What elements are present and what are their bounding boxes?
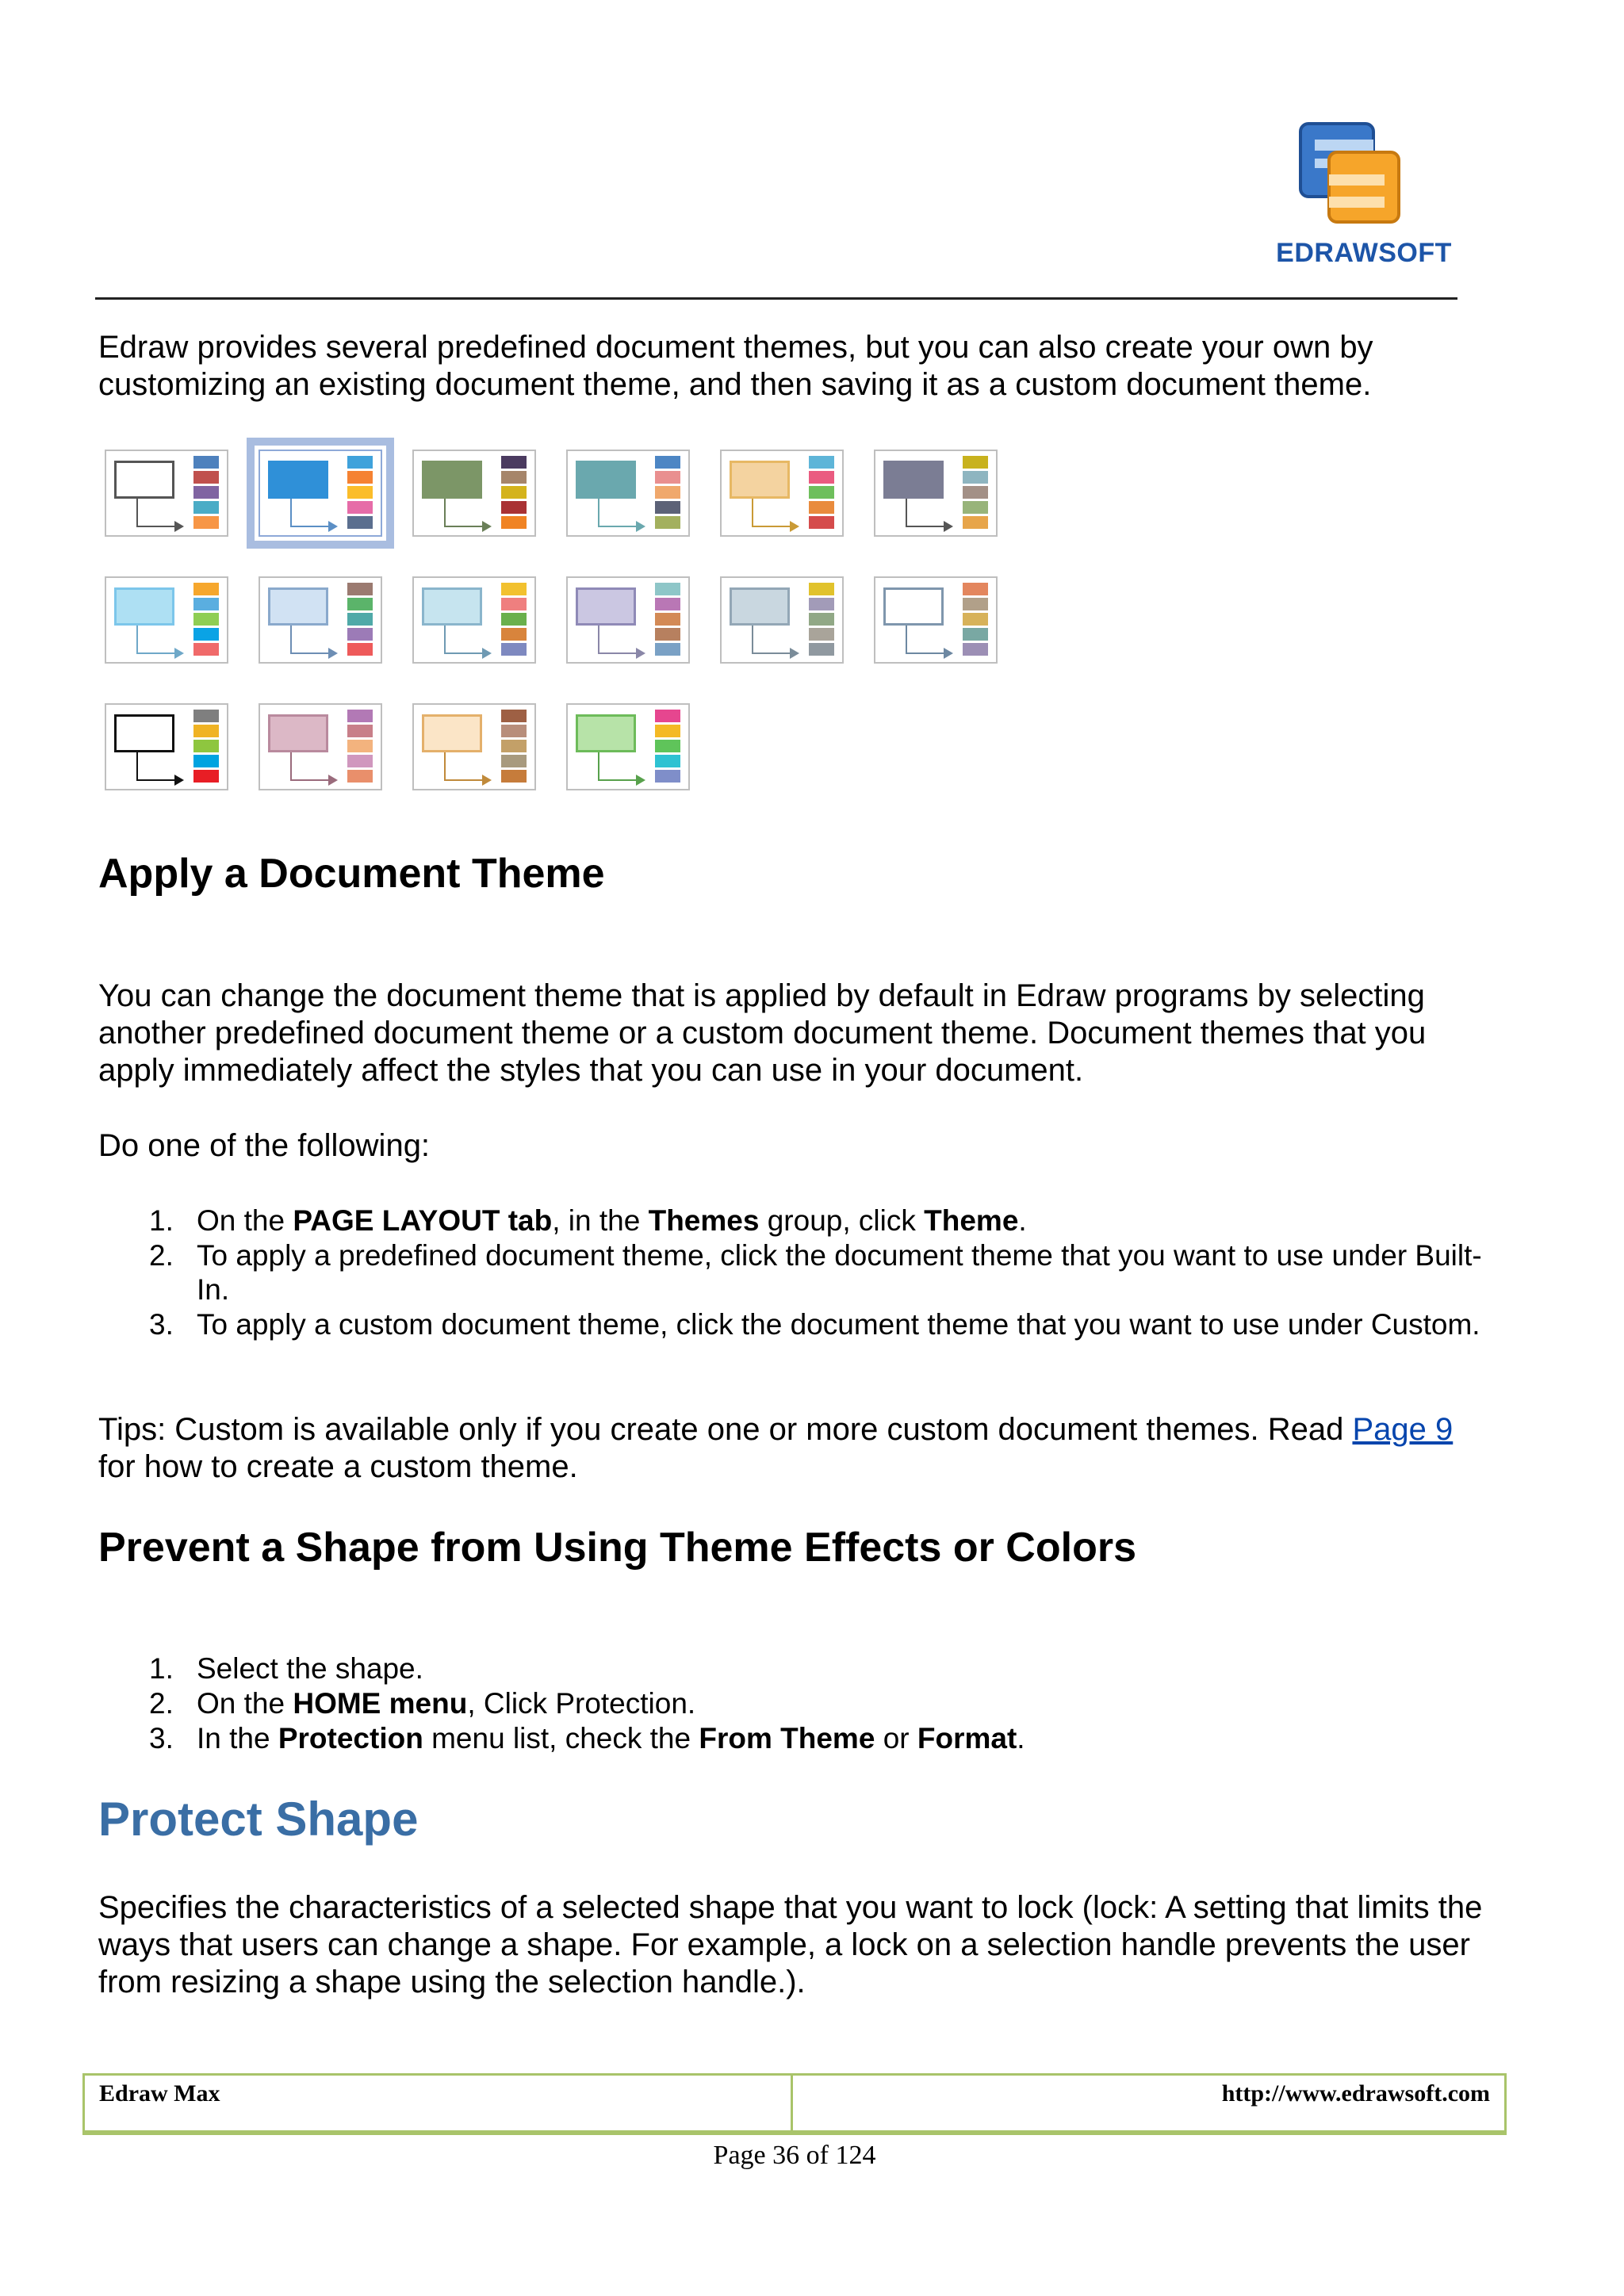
theme-thumbnail[interactable] xyxy=(874,450,998,537)
theme-shape-preview xyxy=(268,714,328,752)
theme-thumbnail[interactable] xyxy=(259,576,382,664)
color-swatch xyxy=(655,740,680,752)
theme-shape-preview xyxy=(114,714,174,752)
color-swatch xyxy=(963,598,988,610)
theme-color-swatches xyxy=(809,583,834,658)
color-swatch xyxy=(193,486,219,499)
color-swatch xyxy=(501,598,527,610)
theme-color-swatches xyxy=(347,456,373,531)
color-swatch xyxy=(347,710,373,722)
theme-connector-line xyxy=(444,752,446,781)
theme-connector-line xyxy=(290,752,292,781)
color-swatch xyxy=(655,598,680,610)
theme-shape-preview xyxy=(422,461,482,499)
theme-thumbnail-grid xyxy=(105,450,1017,806)
theme-thumbnail[interactable] xyxy=(105,703,228,790)
page-number: Page 36 of 124 xyxy=(713,2141,876,2170)
theme-color-swatches xyxy=(193,456,219,531)
logo-text: EDRAWSOFT xyxy=(1276,238,1452,268)
arrow-icon xyxy=(174,648,184,659)
list-item: 1. On the PAGE LAYOUT tab, in the Themes group, click Theme. xyxy=(149,1204,1027,1237)
theme-connector-line xyxy=(444,499,446,527)
color-swatch xyxy=(347,583,373,595)
theme-color-swatches xyxy=(655,583,680,658)
color-swatch xyxy=(501,583,527,595)
arrow-icon xyxy=(482,521,492,532)
color-swatch xyxy=(501,628,527,641)
theme-thumbnail[interactable] xyxy=(105,450,228,537)
color-swatch xyxy=(809,613,834,626)
protect-paragraph: Specifies the characteristics of a selected shape that you want to lock (lock: A setting that limits the ways that users can change a shape. For example, a lock on a selection handle prevents the user from resizing a shape using the selection handle.). xyxy=(98,1890,1483,1999)
theme-color-swatches xyxy=(809,456,834,531)
theme-color-swatches xyxy=(193,583,219,658)
list-item: 2. To apply a predefined document theme, click the document theme that you want to use under Built-In. xyxy=(149,1239,1482,1306)
list-item: 2. On the HOME menu, Click Protection. xyxy=(149,1687,696,1720)
color-swatch xyxy=(501,456,527,469)
theme-shape-preview xyxy=(576,714,636,752)
color-swatch xyxy=(347,471,373,484)
header-rule xyxy=(95,297,1457,300)
color-swatch xyxy=(501,613,527,626)
color-swatch xyxy=(347,501,373,514)
color-swatch xyxy=(809,516,834,529)
theme-connector-line xyxy=(598,626,599,654)
color-swatch xyxy=(963,628,988,641)
theme-connector-line xyxy=(444,526,485,527)
color-swatch xyxy=(655,486,680,499)
arrow-icon xyxy=(636,648,645,659)
theme-thumbnail[interactable] xyxy=(566,703,690,790)
color-swatch xyxy=(809,583,834,595)
footer-product-name: Edraw Max xyxy=(99,2080,220,2107)
list-item: 1. Select the shape. xyxy=(149,1652,423,1685)
theme-thumbnail[interactable] xyxy=(874,576,998,664)
color-swatch xyxy=(347,725,373,737)
theme-thumbnail[interactable] xyxy=(566,576,690,664)
color-swatch xyxy=(347,770,373,783)
color-swatch xyxy=(809,628,834,641)
color-swatch xyxy=(193,516,219,529)
arrow-icon xyxy=(328,521,338,532)
theme-connector-line xyxy=(444,626,446,654)
color-swatch xyxy=(501,643,527,656)
color-swatch xyxy=(193,501,219,514)
theme-thumbnail[interactable] xyxy=(412,703,536,790)
arrow-icon xyxy=(482,648,492,659)
color-swatch xyxy=(655,628,680,641)
theme-color-swatches xyxy=(501,583,527,658)
color-swatch xyxy=(193,456,219,469)
prevent-steps xyxy=(98,1651,1494,1755)
color-swatch xyxy=(655,456,680,469)
page-footer xyxy=(82,2073,1507,2135)
theme-color-swatches xyxy=(347,710,373,785)
edrawsoft-logo-icon xyxy=(1294,117,1405,228)
arrow-icon xyxy=(636,521,645,532)
theme-shape-preview xyxy=(576,587,636,626)
color-swatch xyxy=(963,516,988,529)
color-swatch xyxy=(501,755,527,767)
theme-connector-line xyxy=(290,652,331,654)
color-swatch xyxy=(193,770,219,783)
apply-steps xyxy=(98,1203,1494,1341)
theme-thumbnail[interactable] xyxy=(412,576,536,664)
apply-lead: Do one of the following: xyxy=(98,1128,431,1163)
theme-connector-line xyxy=(136,499,138,527)
arrow-icon xyxy=(790,648,799,659)
color-swatch xyxy=(809,456,834,469)
arrow-icon xyxy=(790,521,799,532)
theme-shape-preview xyxy=(883,461,944,499)
theme-thumbnail[interactable] xyxy=(720,576,844,664)
color-swatch xyxy=(347,740,373,752)
color-swatch xyxy=(963,471,988,484)
footer-divider xyxy=(791,2076,793,2130)
color-swatch xyxy=(655,725,680,737)
theme-thumbnail[interactable] xyxy=(259,703,382,790)
theme-color-swatches xyxy=(963,583,988,658)
theme-connector-line xyxy=(598,526,639,527)
arrow-icon xyxy=(328,775,338,786)
color-swatch xyxy=(809,471,834,484)
theme-color-swatches xyxy=(193,710,219,785)
color-swatch xyxy=(963,456,988,469)
color-swatch xyxy=(655,643,680,656)
theme-connector-line xyxy=(444,779,485,781)
theme-shape-preview xyxy=(268,587,328,626)
arrow-icon xyxy=(944,521,953,532)
theme-connector-line xyxy=(906,526,947,527)
theme-connector-line xyxy=(290,779,331,781)
color-swatch xyxy=(193,710,219,722)
theme-connector-line xyxy=(906,499,907,527)
color-swatch xyxy=(347,755,373,767)
color-swatch xyxy=(193,643,219,656)
color-swatch xyxy=(963,613,988,626)
theme-shape-preview xyxy=(114,461,174,499)
theme-thumbnail[interactable] xyxy=(566,450,690,537)
color-swatch xyxy=(963,486,988,499)
heading-prevent-shape: Prevent a Shape from Using Theme Effects or Colors xyxy=(98,1525,1136,1571)
theme-shape-preview xyxy=(422,587,482,626)
theme-connector-line xyxy=(598,752,599,781)
intro-paragraph: Edraw provides several predefined document themes, but you can also create your own by customizing an existing document theme, and then saving it as a custom document theme. xyxy=(98,330,1373,402)
theme-connector-line xyxy=(136,779,178,781)
arrow-icon xyxy=(636,775,645,786)
theme-connector-line xyxy=(752,652,793,654)
theme-color-swatches xyxy=(655,456,680,531)
heading-protect-shape: Protect Shape xyxy=(98,1793,419,1846)
theme-connector-line xyxy=(136,526,178,527)
color-swatch xyxy=(501,486,527,499)
theme-shape-preview xyxy=(730,587,790,626)
color-swatch xyxy=(347,643,373,656)
theme-connector-line xyxy=(906,626,907,654)
arrow-icon xyxy=(482,775,492,786)
theme-connector-line xyxy=(290,499,292,527)
color-swatch xyxy=(347,598,373,610)
theme-color-swatches xyxy=(655,710,680,785)
color-swatch xyxy=(501,710,527,722)
arrow-icon xyxy=(328,648,338,659)
heading-apply-theme: Apply a Document Theme xyxy=(98,851,605,897)
theme-connector-line xyxy=(290,526,331,527)
color-swatch xyxy=(347,628,373,641)
tips-paragraph: Tips: Custom is available only if you create one or more custom document themes. Read Page 9 for how to create a custom theme. xyxy=(98,1412,1454,1484)
color-swatch xyxy=(193,755,219,767)
color-swatch xyxy=(347,486,373,499)
theme-thumbnail[interactable] xyxy=(412,450,536,537)
theme-shape-preview xyxy=(576,461,636,499)
theme-thumbnail[interactable] xyxy=(259,450,382,537)
color-swatch xyxy=(655,471,680,484)
color-swatch xyxy=(809,501,834,514)
color-swatch xyxy=(655,613,680,626)
theme-color-swatches xyxy=(501,710,527,785)
color-swatch xyxy=(501,471,527,484)
theme-connector-line xyxy=(136,626,138,654)
arrow-icon xyxy=(944,648,953,659)
list-item: 3. To apply a custom document theme, click the document theme that you want to use under Custom. xyxy=(149,1308,1480,1341)
color-swatch xyxy=(501,770,527,783)
color-swatch xyxy=(655,755,680,767)
color-swatch xyxy=(501,740,527,752)
color-swatch xyxy=(193,613,219,626)
color-swatch xyxy=(655,516,680,529)
theme-shape-preview xyxy=(268,461,328,499)
apply-paragraph: You can change the document theme that is applied by default in Edraw programs by selecting another predefined document theme or a custom document theme. Document themes that you apply immediately affect the styles that you can use in your document. xyxy=(98,978,1427,1088)
theme-connector-line xyxy=(752,626,753,654)
color-swatch xyxy=(963,583,988,595)
color-swatch xyxy=(193,471,219,484)
theme-connector-line xyxy=(752,526,793,527)
theme-color-swatches xyxy=(501,456,527,531)
theme-connector-line xyxy=(752,499,753,527)
edrawsoft-logo xyxy=(1269,117,1459,269)
theme-color-swatches xyxy=(963,456,988,531)
color-swatch xyxy=(501,725,527,737)
color-swatch xyxy=(655,583,680,595)
arrow-icon xyxy=(174,521,184,532)
color-swatch xyxy=(963,643,988,656)
theme-thumbnail[interactable] xyxy=(105,576,228,664)
theme-connector-line xyxy=(598,652,639,654)
color-swatch xyxy=(347,456,373,469)
theme-shape-preview xyxy=(114,587,174,626)
color-swatch xyxy=(501,501,527,514)
theme-connector-line xyxy=(598,779,639,781)
footer-website: http://www.edrawsoft.com xyxy=(1221,2080,1490,2107)
color-swatch xyxy=(193,598,219,610)
color-swatch xyxy=(809,486,834,499)
color-swatch xyxy=(347,516,373,529)
theme-color-swatches xyxy=(347,583,373,658)
theme-shape-preview xyxy=(883,587,944,626)
theme-connector-line xyxy=(136,752,138,781)
theme-connector-line xyxy=(136,652,178,654)
list-item: 3. In the Protection menu list, check the From Theme or Format. xyxy=(149,1722,1025,1755)
theme-connector-line xyxy=(290,626,292,654)
page-9-link[interactable]: Page 9 xyxy=(1352,1412,1454,1447)
color-swatch xyxy=(193,628,219,641)
color-swatch xyxy=(347,613,373,626)
color-swatch xyxy=(193,725,219,737)
theme-thumbnail[interactable] xyxy=(720,450,844,537)
color-swatch xyxy=(655,710,680,722)
color-swatch xyxy=(655,501,680,514)
theme-connector-line xyxy=(598,499,599,527)
color-swatch xyxy=(809,643,834,656)
color-swatch xyxy=(963,501,988,514)
color-swatch xyxy=(809,598,834,610)
color-swatch xyxy=(655,770,680,783)
color-swatch xyxy=(501,516,527,529)
color-swatch xyxy=(193,583,219,595)
theme-connector-line xyxy=(444,652,485,654)
theme-connector-line xyxy=(906,652,947,654)
arrow-icon xyxy=(174,775,184,786)
theme-shape-preview xyxy=(422,714,482,752)
theme-shape-preview xyxy=(730,461,790,499)
color-swatch xyxy=(193,740,219,752)
